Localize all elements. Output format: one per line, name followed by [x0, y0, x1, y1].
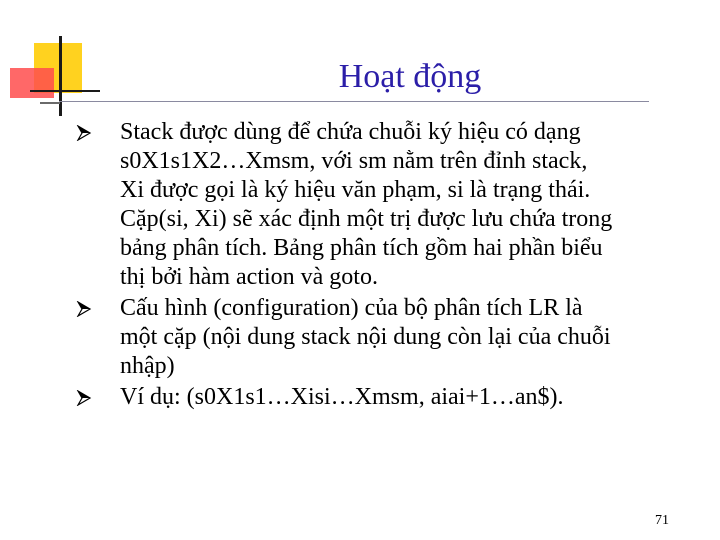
decorative-logo — [0, 0, 100, 120]
bullet-line: Cặp(si, Xi) sẽ xác định một trị được lưu chứa trong — [120, 206, 613, 232]
bullet-line: Cấu hình (configuration) của bộ phân tích LR là — [120, 295, 583, 321]
bullet-line: Xi được gọi là ký hiệu văn phạm, si là trạng thái. — [120, 177, 591, 203]
bullet-item-2 — [70, 294, 700, 381]
bullet-list — [70, 118, 700, 414]
bullet-line: một cặp (nội dung stack nội dung còn lại của chuỗi — [120, 324, 611, 350]
bullet-line: nhập) — [120, 353, 175, 379]
logo-vertical-line — [59, 36, 62, 116]
logo-horizontal-line — [30, 90, 100, 92]
bullet-line: Stack được dùng để chứa chuỗi ký hiệu có dạng — [120, 119, 581, 145]
arrowhead-bullet-icon — [76, 390, 92, 406]
bullet-line: thị bởi hàm action và goto. — [120, 264, 378, 290]
logo-red-square — [10, 68, 54, 98]
bullet-line: bảng phân tích. Bảng phân tích gồm hai phần biểu — [120, 235, 603, 261]
bullet-item-1 — [70, 118, 700, 292]
arrowhead-bullet-icon — [76, 125, 92, 141]
bullet-line: s0X1s1X2…Xmsm, với sm nằm trên đỉnh stack, — [120, 148, 588, 174]
page-number: 71 — [655, 513, 669, 528]
slide-title: Hoạt động — [338, 58, 482, 95]
title-divider — [59, 101, 649, 102]
arrowhead-bullet-icon — [76, 301, 92, 317]
bullet-item-3 — [70, 383, 700, 412]
logo-short-line — [40, 102, 60, 104]
bullet-line: Ví dụ: (s0X1s1…Xisi…Xmsm, aiai+1…an$). — [120, 384, 564, 410]
